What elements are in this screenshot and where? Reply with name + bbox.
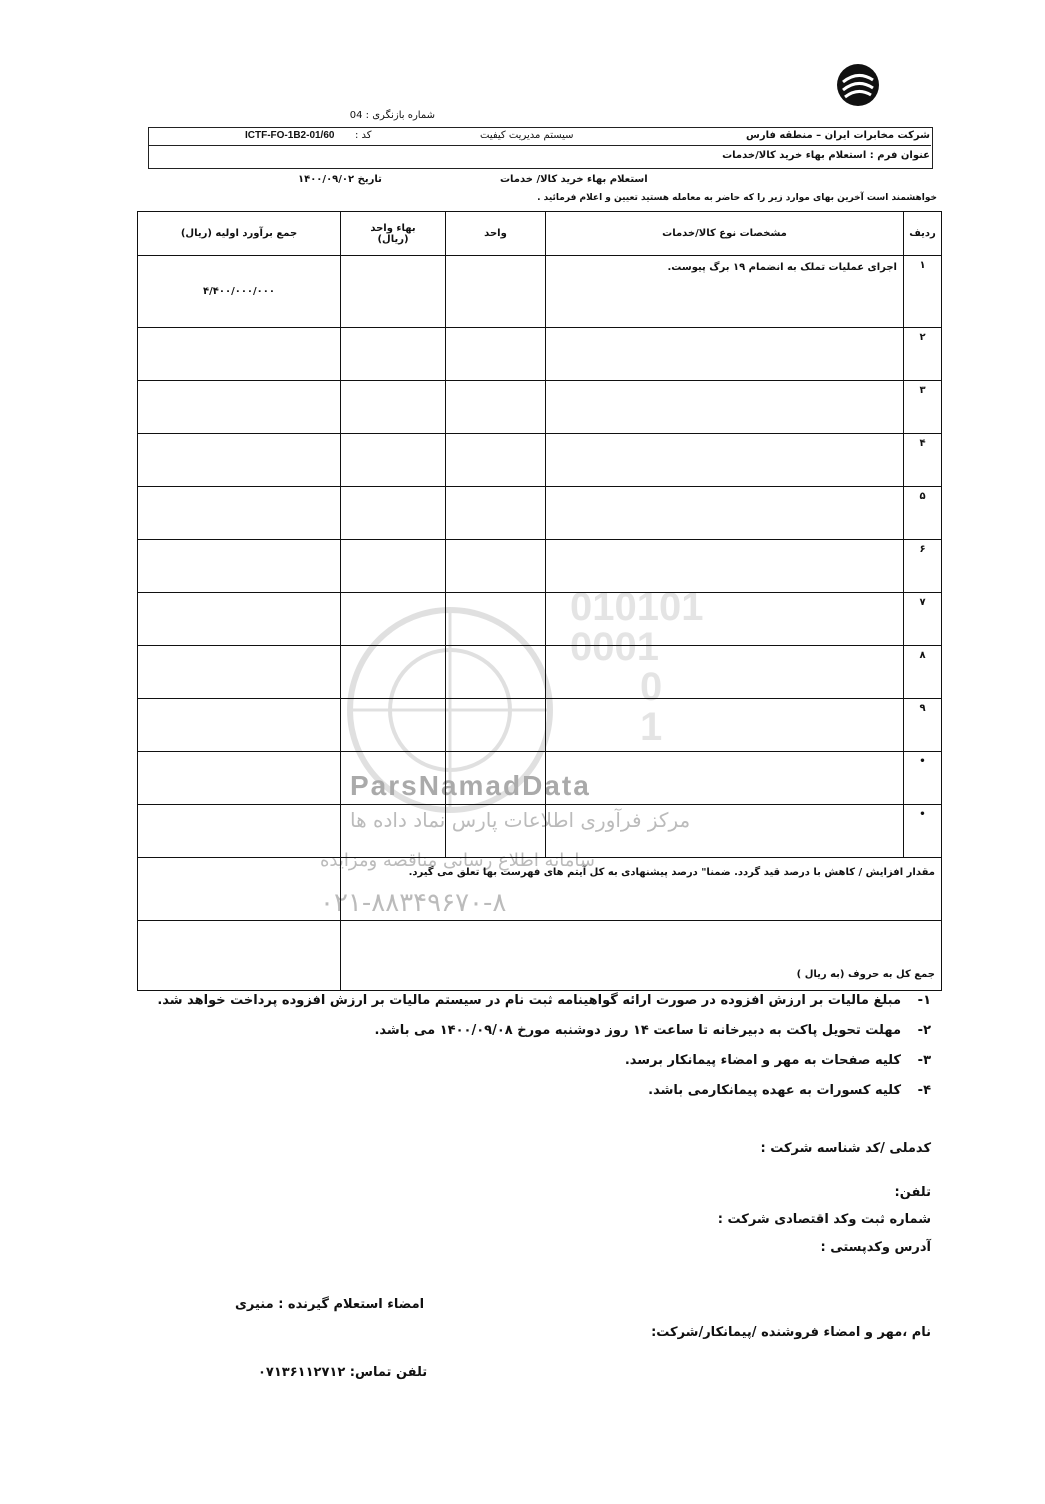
inquiry-date: تاریخ ۱۴۰۰/۰۹/۰۲ <box>298 174 382 185</box>
header-divider <box>148 145 931 146</box>
company-name: شرکت مخابرات ایران – منطقه فارس <box>746 130 930 141</box>
svg-text:0: 0 <box>640 665 663 709</box>
table-row <box>138 752 942 805</box>
note-number: ۳- <box>917 1053 931 1068</box>
row-number: • <box>904 805 942 858</box>
svg-text:1: 1 <box>640 705 663 749</box>
note-text: کلیه کسورات به عهده پیمانکارمی باشد. <box>648 1083 901 1098</box>
item-description: اجرای عملیات تملک به انضمام ۱۹ برگ پیوست. <box>546 256 904 328</box>
row-number: ۷ <box>904 593 942 646</box>
registration-econ-field: شماره ثبت وکد اقتصادی شرکت : <box>717 1212 931 1227</box>
table-row <box>138 434 942 487</box>
notes-list <box>151 988 931 1108</box>
note-item <box>151 1078 931 1104</box>
adjustment-row <box>138 858 942 921</box>
note-number: ۴- <box>917 1083 931 1098</box>
row-number: ۶ <box>904 540 942 593</box>
watermark-line-2: سامانه اطلاع رسانی مناقصه ومزایده <box>320 850 595 871</box>
row-number: • <box>904 752 942 805</box>
adjustment-note: مقدار افزایش / کاهش با درصد قید گردد. ضمنا" درصد پیشنهادی به کل آیتم های فهرست بها تعلق می گیرد. <box>341 858 942 921</box>
note-item <box>151 988 931 1014</box>
table-row <box>138 256 942 328</box>
adjustment-value-cell <box>138 858 341 921</box>
header-row-number: ردیف <box>904 212 942 256</box>
header-unit-price-line1: بهاء واحد <box>370 222 416 234</box>
table-row <box>138 381 942 434</box>
watermark-phone: ۰۲۱-۸۸۳۴۹۶۷۰-۸ <box>320 888 507 918</box>
row-number: ۹ <box>904 699 942 752</box>
row-number: ۳ <box>904 381 942 434</box>
note-number: ۲- <box>917 1023 931 1038</box>
header-unit-price <box>341 212 446 256</box>
table-row <box>138 646 942 699</box>
form-code: ICTF-FO-1B2-01/60 <box>245 130 335 141</box>
unit-cell <box>446 256 546 328</box>
receiver-signature: امضاء استعلام گیرنده : منیری <box>235 1297 425 1312</box>
table-row <box>138 805 942 858</box>
code-label: کد : <box>355 130 372 141</box>
total-words-row <box>138 921 942 991</box>
watermark-line-1: مرکز فرآوری اطلاعات پارس نماد داده ها <box>350 808 691 832</box>
note-number: ۱- <box>917 993 931 1008</box>
unit-price-cell <box>341 256 446 328</box>
company-logo-icon <box>835 62 881 108</box>
revision-number: شماره بازنگری : 04 <box>349 110 435 121</box>
quality-system-label: سیستم مدیریت کیفیت <box>480 130 574 141</box>
row-number: ۴ <box>904 434 942 487</box>
table-row <box>138 540 942 593</box>
watermark-brand: ParsNamadData <box>350 770 591 801</box>
header-total-estimate: جمع برآورد اولیه (ریال) <box>138 212 341 256</box>
table-header-row <box>138 212 942 256</box>
row-number: ۲ <box>904 328 942 381</box>
address-field: آدرس وکدپستی : <box>820 1240 931 1255</box>
note-item <box>151 1018 931 1044</box>
note-text: مبلغ مالیات بر ارزش افزوده در صورت ارائه گواهینامه ثبت نام در سیستم مالیات بر ارزش افزوده پرداخت خواهد شد. <box>157 993 901 1008</box>
header-unit-price-line2: (ریال) <box>377 233 409 245</box>
seller-signature: نام ،مهر و امضاء فروشنده /پیمانکار/شرکت: <box>651 1325 931 1340</box>
row-number: ۱ <box>904 256 942 328</box>
total-in-words-cell <box>138 921 341 991</box>
items-table <box>137 211 942 991</box>
row-number: ۵ <box>904 487 942 540</box>
request-text: خواهشمند است آخرین بهای موارد زیر را که حاضر به معامله هستید تعیین و اعلام فرمائید . <box>537 193 937 203</box>
row-number: ۸ <box>904 646 942 699</box>
total-in-words-label: جمع کل به حروف (به ریال ) <box>341 921 942 991</box>
form-title: عنوان فرم : استعلام بهاء خرید کالا/خدمات <box>722 150 930 161</box>
note-text: مهلت تحویل پاکت به دبیرخانه تا ساعت ۱۴ روز دوشنبه مورخ ۱۴۰۰/۰۹/۰۸ می باشد. <box>374 1023 901 1038</box>
contact-phone: تلفن تماس: ۰۷۱۳۶۱۱۲۷۱۲ <box>258 1365 428 1380</box>
phone-field: تلفن: <box>894 1185 931 1200</box>
note-text: کلیه صفحات به مهر و امضاء پیمانکار برسد. <box>624 1053 901 1068</box>
table-row <box>138 699 942 752</box>
total-amount: ۴/۴۰۰/۰۰۰/۰۰۰ <box>138 256 341 328</box>
table-row <box>138 487 942 540</box>
inquiry-title: استعلام بهاء خرید کالا/ خدمات <box>500 174 648 185</box>
note-item <box>151 1048 931 1074</box>
svg-text:010101: 010101 <box>570 590 704 629</box>
header-unit: واحد <box>446 212 546 256</box>
table-row <box>138 328 942 381</box>
table-row <box>138 593 942 646</box>
svg-text:0001: 0001 <box>570 625 659 669</box>
national-id-field: کدملی /کد شناسه شرکت : <box>760 1141 931 1156</box>
header-description: مشخصات نوع کالا/خدمات <box>546 212 904 256</box>
